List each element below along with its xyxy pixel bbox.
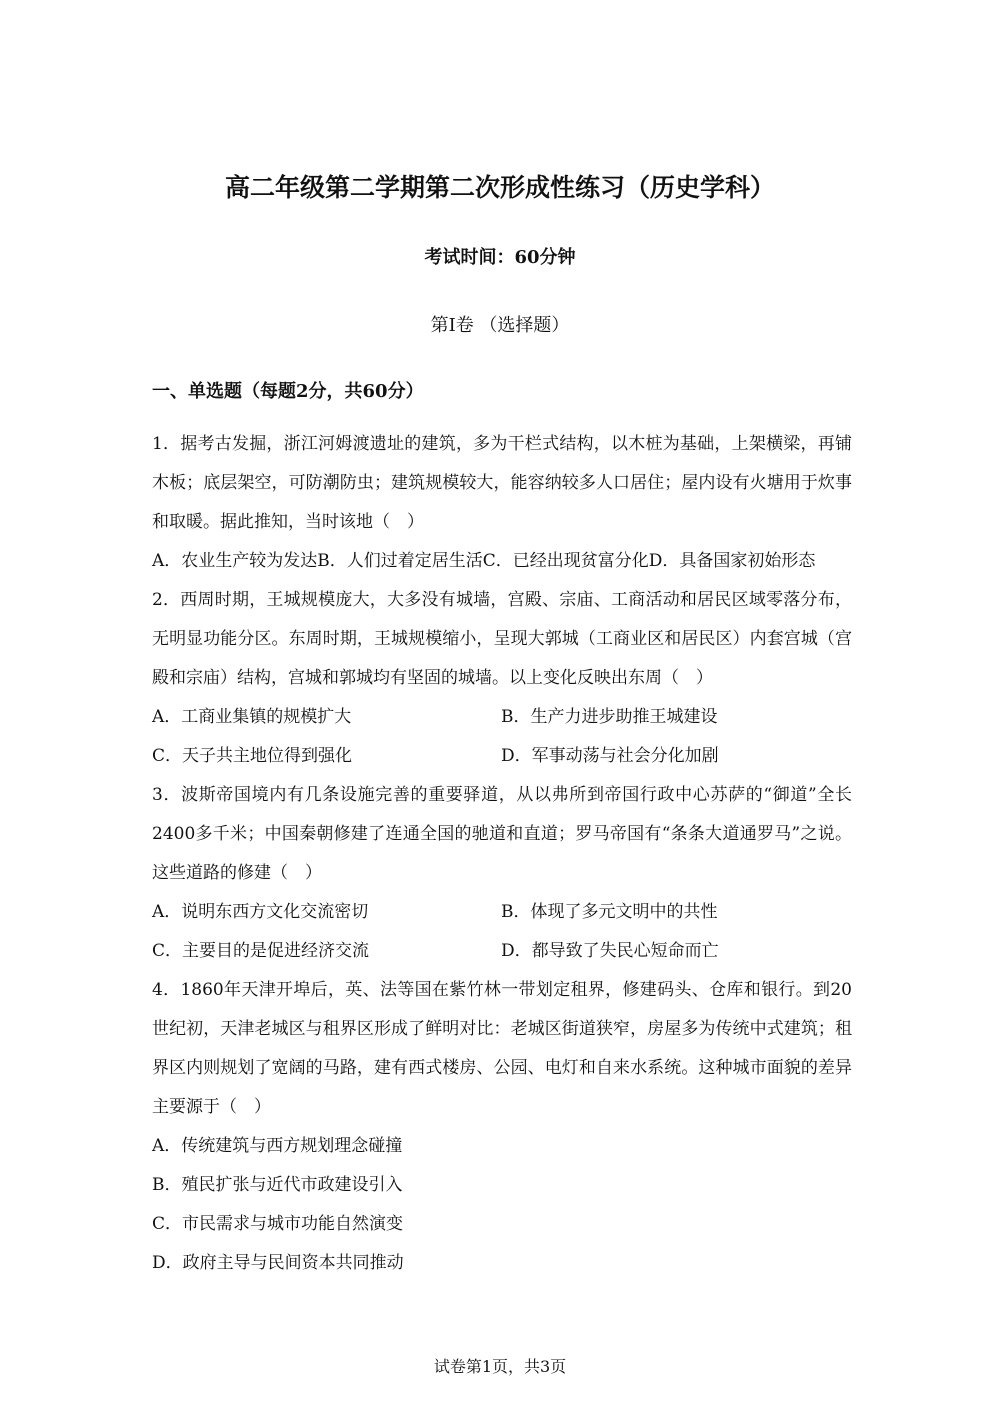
question-list <box>152 425 852 1283</box>
question-4 <box>152 971 852 1283</box>
page-footer: 试卷第1页，共3页 <box>433 1357 567 1376</box>
question-3-options-row-1 <box>152 893 852 932</box>
question-2-option-b: B．生产力进步助推王城建设 <box>501 707 718 727</box>
question-2-option-a: A．工商业集镇的规模扩大 <box>152 707 352 727</box>
question-1 <box>152 425 852 581</box>
question-4-option-b: B．殖民扩张与近代市政建设引入 <box>152 1175 403 1195</box>
question-3-options-row-2 <box>152 932 852 971</box>
question-1-option-b: B．人们过着定居生活 <box>317 551 483 571</box>
question-2-options-row-2 <box>152 737 852 776</box>
question-1-option-a: A．农业生产较为发达 <box>152 551 318 571</box>
question-2 <box>152 581 852 776</box>
question-3-option-c: C．主要目的是促进经济交流 <box>152 941 370 961</box>
question-1-options-inline <box>152 542 852 581</box>
question-4-stem: 4．1860年天津开埠后，英、法等国在紫竹林一带划定租界，修建码头、仓库和银行。到20世纪初，天津老城区与租界区形成了鲜明对比：老城区街道狭窄，房屋多为传统中式建筑；租界区内则规划了宽阔的马路，建有西式楼房、公园、电灯和自来水系统。这种城市面貌的差异主要源于（ ） <box>152 980 852 1117</box>
volume-heading: 第Ⅰ卷 （选择题） <box>430 315 570 336</box>
question-3-option-a: A．说明东西方文化交流密切 <box>152 902 369 922</box>
question-2-option-c: C．天子共主地位得到强化 <box>152 746 353 766</box>
question-2-options-row-1 <box>152 698 852 737</box>
question-1-option-d: D．具备国家初始形态 <box>648 551 816 571</box>
question-3-stem: 3．波斯帝国境内有几条设施完善的重要驿道，从以弗所到帝国行政中心苏萨的“御道”全长2400多千米；中国秦朝修建了连通全国的驰道和直道；罗马帝国有“条条大道通罗马”之说。这些道路的修建（ ） <box>152 785 852 883</box>
exam-title: 高二年级第二学期第二次形成性练习（历史学科） <box>224 173 775 202</box>
exam-time: 考试时间：60分钟 <box>424 247 576 268</box>
question-3-option-b: B．体现了多元文明中的共性 <box>501 902 718 922</box>
section-heading: 一、单选题（每题2分，共60分） <box>152 381 424 402</box>
question-2-option-d: D．军事动荡与社会分化加剧 <box>501 746 719 766</box>
question-3-option-d: D．都导致了失民心短命而亡 <box>501 941 719 961</box>
question-3 <box>152 776 852 971</box>
question-2-stem: 2．西周时期，王城规模庞大，大多没有城墙，宫殿、宗庙、工商活动和居民区域零落分布，无明显功能分区。东周时期，王城规模缩小，呈现大郭城（工商业区和居民区）内套宫城（宫殿和宗庙）结构，宫城和郭城均有坚固的城墙。以上变化反映出东周（ ） <box>152 590 852 688</box>
question-1-option-c: C．已经出现贫富分化 <box>482 551 649 571</box>
question-1-stem: 1．据考古发掘，浙江河姆渡遗址的建筑，多为干栏式结构，以木桩为基础，上架横梁，再铺木板；底层架空，可防潮防虫；建筑规模较大，能容纳较多人口居住；屋内设有火塘用于炊事和取暖。据此推知，当时该地（ ） <box>152 434 852 532</box>
question-4-option-d: D．政府主导与民间资本共同推动 <box>152 1253 404 1273</box>
question-4-option-a: A．传统建筑与西方规划理念碰撞 <box>152 1136 403 1156</box>
question-4-option-c: C．市民需求与城市功能自然演变 <box>152 1214 404 1234</box>
